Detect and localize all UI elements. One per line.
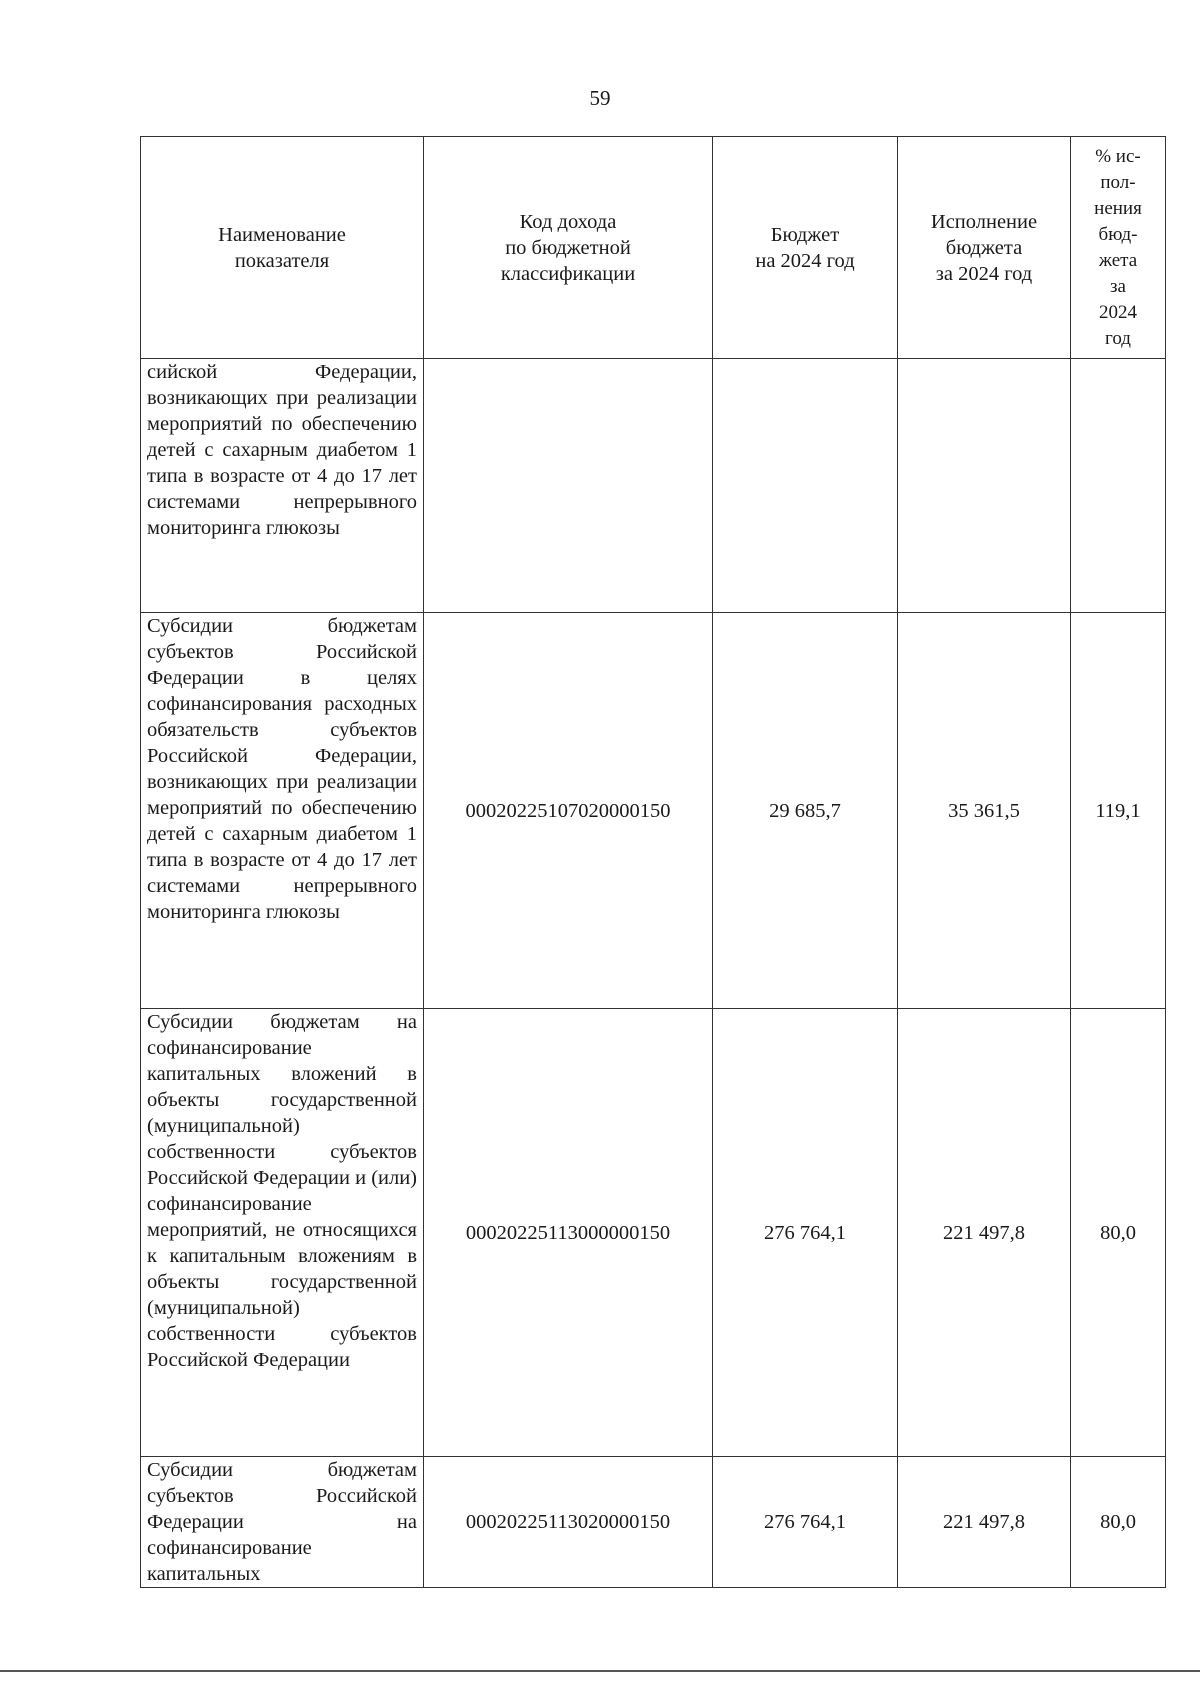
row-execution: 221 497,8 bbox=[898, 1009, 1071, 1457]
header-income-code: Код дохода по бюджетной классификации bbox=[424, 137, 713, 359]
page-number: 59 bbox=[589, 86, 611, 110]
row-name: сийской Федерации, возникающих при реализации мероприятий по обеспечению детей с сахарным диабетом 1 типа в возрасте от 4 до 17 лет системами непрерывного мониторинга глюкозы bbox=[141, 359, 424, 613]
bottom-rule bbox=[0, 1670, 1200, 1672]
table-header-row bbox=[141, 137, 1166, 359]
row-name: Субсидии бюджетам субъектов Российской Федерации на софинансирование капитальных bbox=[141, 1457, 424, 1588]
row-budget: 276 764,1 bbox=[713, 1009, 898, 1457]
header-budget: Бюджет на 2024 год bbox=[713, 137, 898, 359]
table-row bbox=[141, 1009, 1166, 1457]
row-execution: 221 497,8 bbox=[898, 1457, 1071, 1588]
row-name: Субсидии бюджетам субъектов Российской Федерации в целях софинансирования расходных обязательств субъектов Российской Федерации, возникающих при реализации мероприятий по обеспечению детей с сахарным диабетом 1 типа в возрасте от 4 до 17 лет системами непрерывного мониторинга глюкозы bbox=[141, 613, 424, 1009]
row-code: 00020225113000000150 bbox=[424, 1009, 713, 1457]
table-row bbox=[141, 613, 1166, 1009]
row-budget: 276 764,1 bbox=[713, 1457, 898, 1588]
row-code bbox=[424, 359, 713, 613]
row-percent: 80,0 bbox=[1071, 1009, 1166, 1457]
header-execution: Исполнение бюджета за 2024 год bbox=[898, 137, 1071, 359]
row-execution bbox=[898, 359, 1071, 613]
table-row bbox=[141, 359, 1166, 613]
table-row bbox=[141, 1457, 1166, 1588]
row-budget: 29 685,7 bbox=[713, 613, 898, 1009]
row-code: 00020225113020000150 bbox=[424, 1457, 713, 1588]
row-budget bbox=[713, 359, 898, 613]
row-percent: 80,0 bbox=[1071, 1457, 1166, 1588]
header-execution-percent: % ис- пол- нения бюд- жета за 2024 год bbox=[1071, 137, 1166, 359]
header-indicator-name: Наименование показателя bbox=[141, 137, 424, 359]
budget-table bbox=[140, 136, 1166, 1588]
row-code: 00020225107020000150 bbox=[424, 613, 713, 1009]
row-name: Субсидии бюджетам на софинансирование капитальных вложений в объекты государственной (муниципальной) собственности субъектов Российской Федерации и (или) софинансирование мероприятий, не относящихся к капитальным вложениям в объекты государственной (муниципальной) собственности субъектов Российской Федерации bbox=[141, 1009, 424, 1457]
row-percent: 119,1 bbox=[1071, 613, 1166, 1009]
row-execution: 35 361,5 bbox=[898, 613, 1071, 1009]
row-percent bbox=[1071, 359, 1166, 613]
